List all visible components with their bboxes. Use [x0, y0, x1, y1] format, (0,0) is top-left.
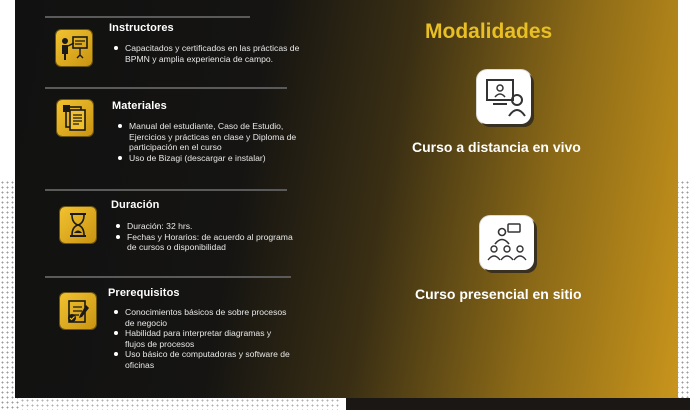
section-title: Instructores [109, 22, 174, 34]
documents-icon [57, 100, 93, 136]
bottom-bar [346, 398, 690, 410]
bullet-list [115, 121, 305, 163]
modalidad-label: Curso presencial en sitio [415, 286, 582, 302]
section-title: Duración [111, 199, 160, 211]
dot-pattern-bottom [20, 398, 340, 410]
bullet-item: Manual del estudiante, Caso de Estudio, Ejercicios y prácticas en clase y Diploma de participación en el curso [115, 121, 305, 153]
divider [45, 16, 250, 18]
bullet-list [113, 221, 293, 253]
bullet-item: Capacitados y certificados en las prácticas de BPMN y amplia experiencia de campo. [111, 43, 301, 64]
divider [45, 276, 291, 278]
classroom-icon [480, 216, 534, 270]
bullet-item: Uso de Bizagi (descargar e instalar) [115, 153, 305, 164]
divider [45, 87, 287, 89]
section-title: Prerequisitos [108, 287, 180, 299]
bullet-item: Duración: 32 hrs. [113, 221, 293, 232]
checklist-icon [60, 293, 96, 329]
bullet-list [111, 43, 301, 64]
bullet-item: Uso básico de computadoras y software de oficinas [111, 349, 291, 370]
modalidad-label: Curso a distancia en vivo [412, 139, 581, 155]
bullet-item: Conocimientos básicos de sobre procesos de negocio [111, 307, 291, 328]
teacher-board-icon [56, 30, 92, 66]
online-class-icon [477, 70, 531, 124]
section-title: Materiales [112, 100, 167, 112]
bullet-item: Habilidad para interpretar diagramas y flujos de procesos [111, 328, 291, 349]
modalidades-title: Modalidades [425, 20, 553, 43]
bullet-item: Fechas y Horarios: de acuerdo al programa de cursos o disponibilidad [113, 232, 293, 253]
course-info-card [15, 0, 678, 398]
hourglass-icon [60, 207, 96, 243]
bullet-list [111, 307, 291, 371]
divider [45, 189, 287, 191]
